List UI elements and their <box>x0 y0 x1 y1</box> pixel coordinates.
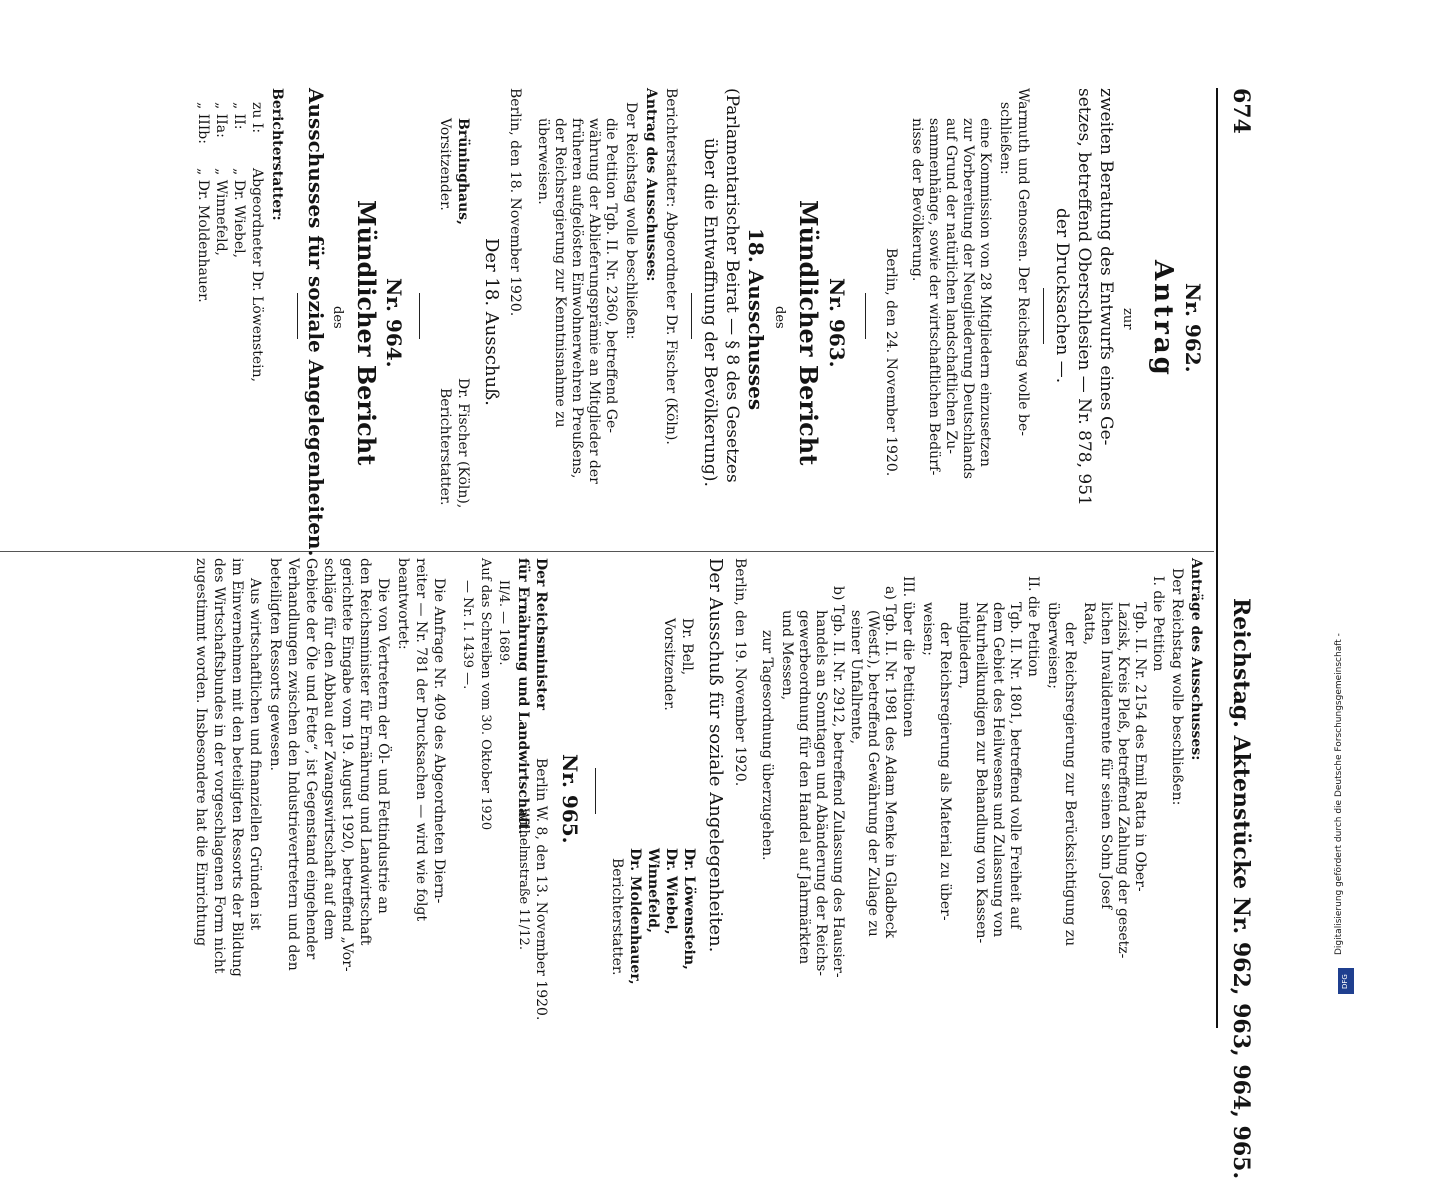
item-line: lichen Invalidenrente für seinen Sohn Josef <box>1098 602 1114 910</box>
digitization-note-text: Digitalisierung gefördert durch die Deutsche Forschungsgemeinschaft - <box>1334 633 1344 955</box>
subject-line: der Drucksachen —. <box>1052 208 1072 384</box>
item-line: Tgb. II. Nr. 2154 des Emil Ratta in Ober- <box>1132 602 1148 892</box>
reporters-title: Berichterstatter: <box>269 88 285 221</box>
place-date: Berlin, den 18. November 1920. <box>507 88 523 317</box>
place-line: Wilhelmstraße 11/12. <box>516 808 531 950</box>
motion-intro: Der Reichstag wolle beschließen: <box>623 102 639 340</box>
committee-sign: Der 18. Ausschuß. <box>481 238 502 406</box>
subject-line: über die Entwaffnung der Bevölkerung). <box>700 138 720 487</box>
separator <box>297 293 298 339</box>
sender-line: Der Reichsminister <box>533 558 549 711</box>
des-label: des <box>330 306 345 329</box>
reporter-name: Dr. Löwenstein, <box>681 848 697 970</box>
section-heading: Mündlicher Bericht <box>352 200 381 466</box>
body-line: den Reichsminister für Ernährung und Landwirtschaft <box>357 558 373 946</box>
reporter-name: Dr. Wiebel, <box>663 848 679 935</box>
place-date: Berlin, den 19. November 1920. <box>732 558 748 787</box>
motion-line: der Reichsregierung zur Kenntnisnahme zu <box>552 118 568 428</box>
item-line: b) Tgb. II. Nr. 2912, betreffend Zulassung des Hausier- <box>830 586 846 978</box>
reference: — Nr. I. 1439 —. <box>460 580 475 690</box>
item-line: I. die Petition <box>1150 576 1166 672</box>
dfg-logo <box>1338 968 1354 994</box>
zur-label: zur <box>1120 308 1135 330</box>
reporter-name: Winnefeld, <box>645 848 661 933</box>
motion-line: die Petition Tgb. II. Nr. 2360, betreffend Ge- <box>603 118 619 434</box>
reporter-name: Dr. Moldenhauer, <box>627 848 643 985</box>
reporter-ref: „ IIIb: <box>195 102 211 144</box>
reporter-line: Berichterstatter: Abgeordneter Dr. Fischer (Köln). <box>663 88 679 445</box>
body-line: zugestimmt worden. Insbesondere hat die Einrichtung <box>193 558 209 947</box>
section-number: Nr. 962. <box>1181 283 1205 373</box>
motion-title: Anträge des Ausschusses: <box>1188 558 1204 761</box>
item-line: dem Gebiet des Heilwesens und Zulassung von <box>990 602 1006 938</box>
item-line: zur Tagesordnung überzugehen. <box>759 630 775 861</box>
page-number: 674 <box>1228 88 1254 134</box>
reporter-name: „ Dr. Wiebel, <box>231 168 247 259</box>
item-line: mitgliedern, <box>956 602 972 689</box>
place-date: Berlin, den 24. November 1920. <box>883 248 899 477</box>
body-line: Gebiete der Öle und Fette“, ist Gegenstand eingehender <box>303 558 319 960</box>
body-line: zur Vorbereitung der Neugliederung Deutschlands <box>960 118 976 479</box>
item-line: Ratta, <box>1081 602 1097 646</box>
item-line: handels an Sonntagen und Abänderung der Reichs- <box>813 610 829 977</box>
reporter-name: „ Winnefeld, <box>213 168 229 256</box>
place-line: Berlin W. 8, den 13. November 1920. <box>533 758 549 1021</box>
body-line: Verhandlungen zwischen den Industrievertretern und den <box>285 558 301 971</box>
body-line: nisse der Bevölkerung. <box>909 118 925 282</box>
separator <box>595 768 596 814</box>
reporter-role: Berichterstatter. <box>437 388 453 506</box>
body-line: eine Kommission von 28 Mitgliedern einzusetzen <box>977 118 993 467</box>
subject-line: setzes, betreffend Oberschlesien — Nr. 878, 951 <box>1074 88 1094 506</box>
section-number: Nr. 963. <box>825 278 849 368</box>
right-column <box>0 558 1314 1028</box>
item-line: II. die Petition <box>1025 576 1041 677</box>
reporter-name: Dr. Fischer (Köln), <box>455 378 471 509</box>
item-line: Tgb. II. Nr. 1801, betreffend volle Freiheit auf <box>1007 602 1023 930</box>
item-line: gewerbeordnung für den Handel auf Jahrmärkten <box>796 610 812 965</box>
committee-sign: Der Ausschuß für soziale Angelegenheiten. <box>705 558 726 953</box>
item-line: und Messen, <box>779 610 795 701</box>
body-line: Die Anfrage Nr. 409 des Abgeordneten Diern- <box>431 578 447 904</box>
separator <box>1043 288 1044 344</box>
body-line: gerichtete Eingabe vom 19. August 1920, betreffend „Vor- <box>339 558 355 972</box>
sender-line: für Ernährung und Landwirtschaft. <box>515 558 531 835</box>
item-line: der Reichsregierung als Material zu über- <box>937 622 953 921</box>
subject-line: zweiten Beratung des Entwurfs eines Ge- <box>1096 88 1116 446</box>
section-heading: Antrag <box>1148 260 1178 378</box>
chair-name: Dr. Bell, <box>679 618 695 676</box>
intro-line: Warmuth und Genossen. Der Reichstag wolle be- <box>1015 88 1031 436</box>
column-divider <box>0 551 1214 552</box>
body-line: im Einvernehmen mit den beteiligten Ressorts der Bildung <box>229 558 245 977</box>
item-line: (Westf.), betreffend Gewährung der Zulage zu <box>865 610 881 937</box>
document-page <box>0 46 1314 1179</box>
item-line: seiner Unfallrente, <box>848 610 864 745</box>
body-line: des Wirtschaftsbundes in der vorgeschlagenen Form nicht <box>211 558 227 974</box>
item-line: III. über die Petitionen <box>900 576 916 738</box>
dfg-logo-text: DFG <box>1341 974 1349 989</box>
section-heading: Mündlicher Bericht <box>794 200 823 466</box>
item-line: Lazisk, Kreis Pleß, betreffend Zahlung der gesetz- <box>1115 602 1131 959</box>
motion-title: Antrag des Ausschusses: <box>643 88 659 282</box>
body-line: beantwortet: <box>395 558 411 650</box>
chair-name: Brüninghaus, <box>455 118 471 226</box>
subject-line: (Parlamentarischer Beirat — § 8 des Gesetzes <box>722 88 742 483</box>
separator <box>419 293 420 339</box>
item-line: weisen; <box>920 602 936 656</box>
reporter-ref: zu I: <box>249 102 265 134</box>
motion-line: überweisen. <box>535 118 551 205</box>
body-line: sammenhänge, sowie der wirtschaftlichen Bedürf- <box>926 118 942 476</box>
motion-line: früheren aufgelösten Einwohnerwehren Preußens, <box>569 118 585 479</box>
motion-intro: Der Reichstag wolle beschließen: <box>1169 568 1185 806</box>
item-line: überweisen; <box>1045 602 1061 689</box>
body-line: reiter — Nr. 781 der Drucksachen — wird wie folgt <box>413 558 429 922</box>
item-line: Naturheilkundigen zur Behandlung von Kassen- <box>973 602 989 944</box>
chair-role: Vorsitzender. <box>437 118 453 211</box>
reporter-ref: „ IIa: <box>213 102 229 138</box>
item-line: a) Tgb. II. Nr. 1981 des Adam Menke in Gladbeck <box>882 586 898 939</box>
reporter-name: „ Dr. Moldenhauer. <box>195 168 211 303</box>
separator <box>865 293 866 339</box>
reporter-ref: „ II: <box>231 102 247 130</box>
des-label: des <box>772 306 787 329</box>
motion-line: währung der Ablieferungsprämie an Mitglieder der <box>586 118 602 484</box>
chair-role: Vorsitzender. <box>661 618 677 711</box>
body-line: Aus wirtschaftlichen und finanziellen Gründen ist <box>247 578 263 931</box>
section-number: Nr. 964. <box>382 278 406 368</box>
left-column <box>0 88 1314 557</box>
digitization-note <box>1334 575 1358 995</box>
reference-note: Auf das Schreiben vom 30. Oktober 1920 <box>478 558 493 831</box>
running-title: Reichstag. Aktenstücke Nr. 962, 963, 964, 965. <box>1228 598 1254 1179</box>
reporter-role: Berichterstatter. <box>609 858 625 976</box>
body-line: auf Grund der natürlichen landschaftlichen Zu- <box>943 118 959 455</box>
committee-title: Ausschusses für soziale Angelegenheiten. <box>304 88 328 557</box>
body-line: Die von Vertretern der Öl- und Fettindustrie an <box>375 578 391 914</box>
body-line: schläge für den Abbau der Zwangswirtschaft auf dem <box>321 558 337 941</box>
item-line: der Reichsregierung zur Berücksichtigung zu <box>1062 622 1078 947</box>
intro-line: schließen: <box>997 102 1013 175</box>
reporter-name: Abgeordneter Dr. Löwenstein, <box>249 168 265 383</box>
reference: II/4. — 1689. <box>496 580 511 666</box>
body-line: beteiligten Ressorts gewesen. <box>267 558 283 771</box>
separator <box>691 293 692 339</box>
section-number: Nr. 965. <box>558 754 582 844</box>
committee-title: 18. Ausschusses <box>744 228 768 411</box>
